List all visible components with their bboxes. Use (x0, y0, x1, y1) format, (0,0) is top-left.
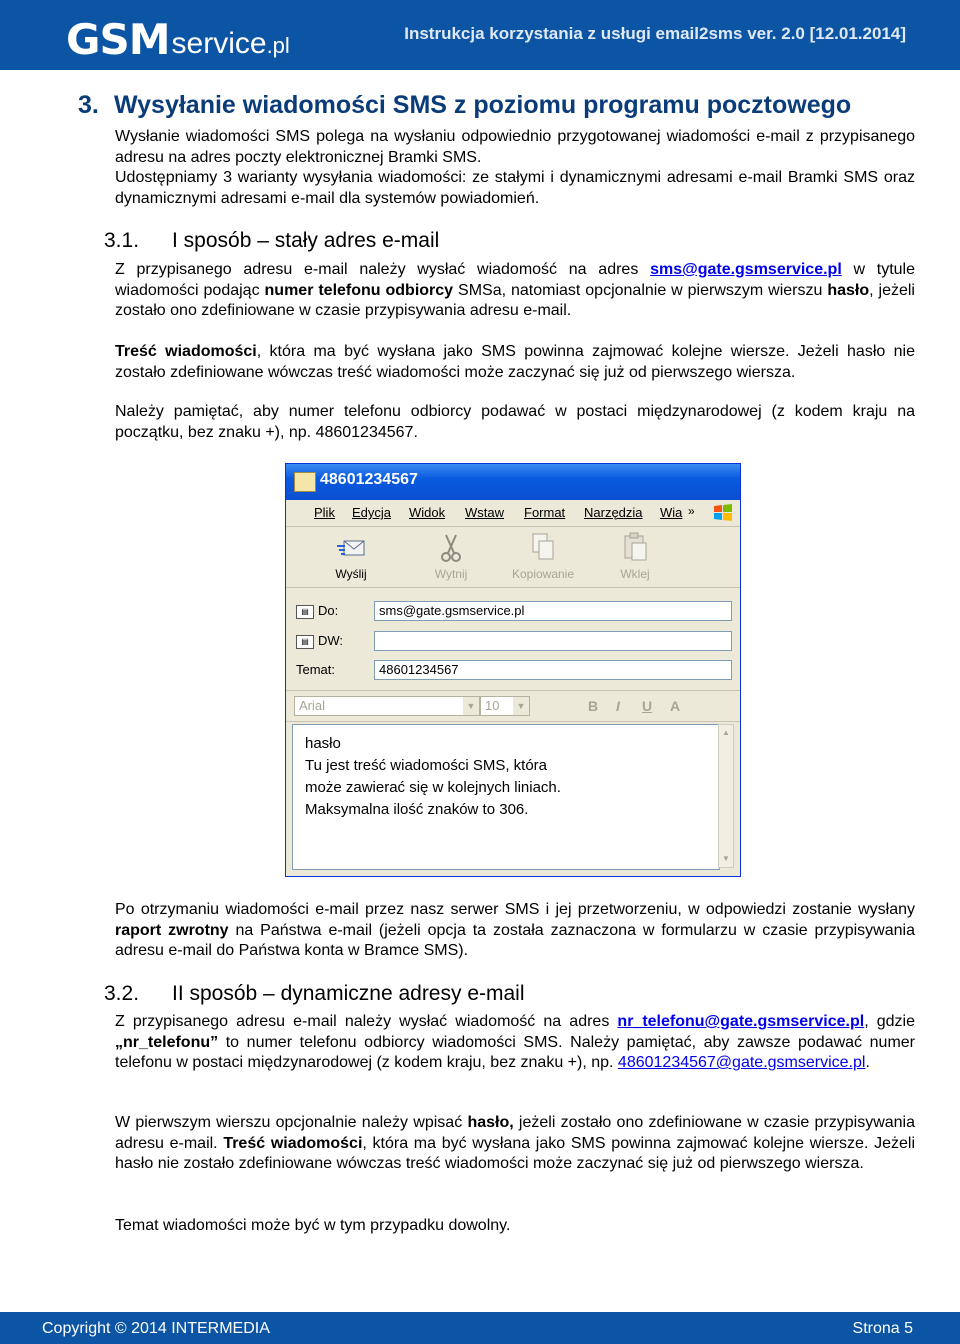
bold-text: Treść wiadomości (115, 343, 257, 360)
send-button[interactable] (316, 531, 386, 581)
section-3-2-paragraph-1 (115, 1012, 915, 1074)
font-size-select[interactable] (480, 696, 530, 716)
section-3-1-paragraph-1 (115, 260, 915, 322)
vertical-scrollbar[interactable] (718, 724, 734, 868)
section-3-2-heading (104, 982, 525, 1006)
logo-pl-text: .pl (266, 33, 290, 58)
cut-button[interactable] (416, 531, 486, 581)
message-body[interactable] (292, 724, 720, 870)
scissors-icon (436, 531, 466, 563)
scroll-down-icon[interactable]: ▼ (722, 854, 730, 863)
intro-paragraph-2: Udostępniamy 3 warianty wysyłania wiadomości: ze stałymi i dynamicznymi adresami e-mail Bramki SMS oraz dynamicznymi adresami e-mail dla systemów powiadomień. (115, 169, 915, 207)
menu-bar (286, 500, 740, 527)
body-line: może zawierać się w kolejnych liniach. (305, 779, 561, 796)
font-name-select[interactable] (294, 696, 480, 716)
to-label (296, 603, 338, 619)
toolbar (286, 527, 740, 588)
gsmservice-logo (66, 12, 290, 64)
document-title: Instrukcja korzystania z usługi email2sms ver. 2.0 [12.01.2014] (404, 24, 906, 43)
section-3-1-heading (104, 229, 439, 253)
scroll-up-icon[interactable]: ▲ (722, 728, 730, 737)
menu-narzedzia[interactable]: Narzędzia (584, 505, 643, 520)
text: to numer telefonu odbiorcy wiadomości SMS. Należy pamiętać, aby zawsze podawać numer telefonu w postaci międzynarodowej (z kodem kraju, bez znaku +), np. (115, 1033, 915, 1071)
send-label: Wyślij (335, 567, 367, 581)
section-title: I sposób – stały adres e-mail (172, 229, 440, 252)
font-color-button[interactable]: A (670, 698, 681, 714)
to-field[interactable]: sms@gate.gsmservice.pl (374, 601, 732, 621)
page-footer (0, 1312, 960, 1344)
text: Z przypisanego adresu e-mail należy wysłać wiadomość na adres (115, 1013, 618, 1030)
menu-format[interactable]: Format (524, 505, 566, 520)
paste-icon (620, 531, 650, 563)
page-number: Strona 5 (852, 1320, 913, 1337)
italic-button[interactable]: I (616, 698, 620, 714)
copy-icon (528, 531, 558, 563)
text: Po otrzymaniu wiadomości e-mail przez nasz serwer SMS i jej przetworzeniu, w odpowiedzi zostanie wysłany (115, 901, 915, 918)
menu-wstaw[interactable]: Wstaw (465, 505, 504, 520)
chevron-down-icon: ▼ (463, 697, 479, 715)
section-3-2-paragraph-3: Temat wiadomości może być w tym przypadku dowolny. (115, 1217, 511, 1234)
bold-text: hasło, (467, 1114, 514, 1131)
address-book-icon: ▤ (296, 605, 314, 619)
copy-button[interactable] (508, 531, 578, 581)
text: , która ma być wysłana jako SMS powinna zajmować kolejne wiersze. Jeżeli hasło nie zostało zdefiniowane wówczas treść wiadomości może zaczynać się już od pierwszego wiersza. (115, 1134, 915, 1172)
bold-text: raport zwrotny (115, 921, 229, 939)
email-example-link[interactable]: 48601234567@gate.gsmservice.pl (617, 1054, 866, 1071)
text: , gdzie (864, 1013, 916, 1030)
menu-widok[interactable]: Widok (409, 505, 446, 520)
bold-text: hasło (827, 281, 870, 299)
body-line: hasło (305, 735, 341, 752)
text: jeżeli zostało ono zdefiniowane w czasie przypisywania adresu e-mail. (115, 1114, 915, 1152)
cc-label (296, 633, 343, 649)
font-size-value: 10 (485, 698, 500, 713)
address-fields (286, 588, 740, 682)
section-3-1-paragraph-3: Należy pamiętać, aby numer telefonu odbiorcy podawać w postaci międzynarodowej (z kodem kraju na początku, bez znaku +), np. 48601234567. (115, 403, 915, 441)
bold-text: „nr_telefonu” (115, 1033, 219, 1051)
to-label-text: Do: (318, 603, 339, 618)
menu-plik[interactable]: Plik (314, 505, 335, 520)
copyright-text: Copyright © 2014 INTERMEDIA (42, 1320, 270, 1337)
email-link[interactable]: sms@gate.gsmservice.pl (650, 261, 842, 278)
envelope-icon (294, 472, 316, 492)
email-link[interactable]: nr_telefonu@gate.gsmservice.pl (617, 1013, 865, 1030)
menu-wiadomosc[interactable]: Wia (660, 505, 683, 520)
section-title: Wysyłanie wiadomości SMS z poziomu programu pocztowego (114, 91, 852, 119)
section-3-1-paragraph-4 (115, 900, 915, 962)
bold-text: Treść wiadomości (223, 1134, 363, 1152)
subject-field[interactable]: 48601234567 (374, 660, 732, 680)
send-mail-icon (336, 531, 366, 563)
bold-text: numer telefonu odbiorcy (264, 281, 454, 299)
address-book-icon: ▤ (296, 635, 314, 649)
chevron-down-icon: ▼ (513, 697, 529, 715)
section-number: 3. (78, 91, 99, 119)
text: , która ma być wysłana jako SMS powinna zajmować kolejne wiersze. Jeżeli hasło nie zostało zdefiniowane wówczas treść wiadomości może zaczynać się już od pierwszego wiersza. (115, 343, 915, 381)
section-3-heading (78, 91, 851, 120)
menu-chevron[interactable]: » (688, 504, 695, 518)
section-number: 3.2. (104, 982, 140, 1005)
window-title: 48601234567 (320, 471, 418, 488)
underline-button[interactable]: U (642, 698, 653, 714)
cc-field[interactable] (374, 631, 732, 651)
section-3-2-paragraph-2 (115, 1113, 915, 1175)
copy-label: Kopiowanie (511, 567, 575, 581)
body-line: Tu jest treść wiadomości SMS, która (305, 757, 548, 774)
paste-button[interactable] (600, 531, 670, 581)
section-number: 3.1. (104, 229, 140, 252)
logo-service-text: service (171, 27, 267, 60)
body-line: Maksymalna ilość znaków to 306. (305, 801, 529, 818)
text: , jeżeli zostało ono zdefiniowane w czasie przypisywania adresu e-mail. (115, 281, 915, 319)
windows-flag-icon (712, 502, 734, 524)
menu-edycja[interactable]: Edycja (352, 505, 392, 520)
text: . (865, 1054, 870, 1071)
text: na Państwa e-mail (jeżeli opcja ta została zaznaczona w formularzu w czasie przypisywania adresu e-mail do Państwa konta w Bramce SMS). (115, 921, 915, 959)
text: Z przypisanego adresu e-mail należy wysłać wiadomość na adres (115, 261, 651, 278)
section-3-1-paragraph-2 (115, 342, 915, 383)
page-header (0, 0, 960, 70)
text: SMSa, natomiast opcjonalnie w pierwszym wierszu (453, 281, 828, 299)
bold-button[interactable]: B (588, 698, 599, 714)
cut-label: Wytnij (434, 567, 468, 581)
email-compose-window (285, 463, 741, 877)
section-title: II sposób – dynamiczne adresy e-mail (172, 982, 525, 1005)
text: W pierwszym wierszu opcjonalnie należy wpisać (115, 1114, 468, 1131)
window-titlebar (286, 464, 740, 500)
formatting-toolbar (286, 690, 740, 722)
text: w tytule wiadomości podając (115, 261, 916, 299)
font-name-value: Arial (299, 698, 326, 713)
logo-gsm-text: GSM (66, 15, 170, 64)
cc-label-text: DW: (318, 633, 344, 648)
subject-label: Temat: (296, 662, 336, 677)
paste-label: Wklej (620, 567, 650, 581)
intro-paragraph-1: Wysłanie wiadomości SMS polega na wysłaniu odpowiednio przygotowanej wiadomości e-mail z przypisanego adresu na adres poczty elektronicznej Bramki SMS. (115, 128, 915, 166)
